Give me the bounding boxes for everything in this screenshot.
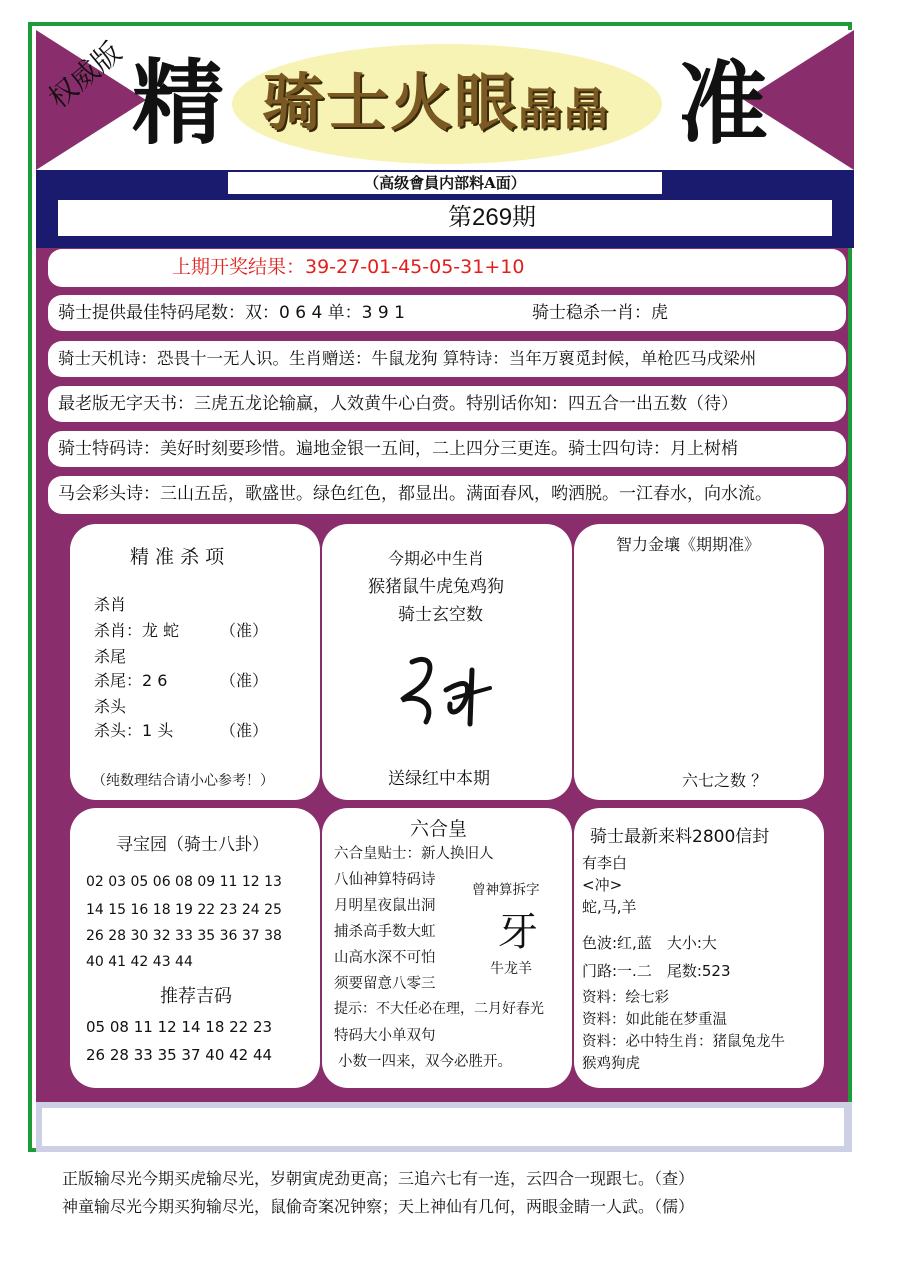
recommend-title: 推荐吉码: [160, 986, 232, 1007]
kill-items-card: [70, 524, 320, 800]
special-poem-text: 骑士特码诗：美好时刻要珍惜。遍地金银一五间，二上四分三更连。骑士四句诗：月上树梢: [58, 439, 738, 459]
liuhe-line-9: 小数一四来，双今必胜开。: [338, 1054, 512, 1070]
zodiac-line-2: 猴猪鼠牛虎兔鸡狗: [368, 577, 504, 597]
liuhe-line-7: 提示：不大任必在理，二月好春光: [334, 1001, 544, 1017]
special-poem-row: [48, 431, 846, 467]
horse-poem-text: 马会彩头诗：三山五岳，歌盛世。绿色红色，都显出。满面春风，哟洒脱。一江春水，向水流。: [58, 484, 772, 504]
liuhe-line-5: 山高水深不可怕: [334, 950, 436, 966]
last-result-text: 上期开奖结果：39-27-01-45-05-31+10: [172, 256, 525, 278]
wisdom-riddle: 六七之数 ？: [682, 771, 768, 790]
kill-zodiac-label: 杀肖: [94, 595, 127, 614]
treasure-row-2: 14 15 16 18 19 22 23 24 25: [86, 902, 282, 918]
bottom-blank-panel: [42, 1108, 844, 1146]
footer-line-2: 神童输尽光今期买狗输尽光，鼠偷奇案况钟察；天上神仙有几何，两眼金睛一人武。（儒）: [62, 1197, 695, 1216]
kill-zodiac-value: 杀肖：龙 蛇: [94, 621, 180, 640]
liuhe-line-2: 八仙神算特码诗: [334, 872, 436, 888]
treasure-row-4: 40 41 42 43 44: [86, 954, 193, 970]
handwritten-digits-image: [322, 628, 572, 748]
brand-title-main: 骑士火眼: [262, 66, 519, 139]
tail-number-row: [48, 295, 846, 331]
kill-head-label: 杀头: [94, 697, 127, 716]
liuhe-line-1: 六合皇贴士：新人换旧人: [334, 846, 494, 862]
last-result-row: [48, 249, 846, 287]
latest-material-card: [574, 808, 824, 1088]
latest-line-9: 猴鸡狗虎: [582, 1056, 640, 1072]
right-big-char: 准: [678, 52, 768, 157]
footer-line-1: 正版输尽光今期买虎输尽光，岁朝寅虎劲更高；三追六七有一连，云四合一现跟七。（查）: [62, 1169, 695, 1188]
character-split-char: 牙: [498, 909, 538, 955]
character-split-answer: 牛龙羊: [490, 961, 532, 977]
latest-line-5: 门路:一.二 尾数:523: [582, 962, 731, 980]
wisdom-card: [574, 524, 824, 800]
book-row: [48, 386, 846, 422]
liuhe-line-4: 捕杀高手数大虹: [334, 924, 436, 940]
masthead: [36, 30, 854, 173]
liuhe-title: 六合皇: [410, 818, 468, 840]
latest-line-7: 资料：如此能在梦重温: [582, 1012, 727, 1028]
kill-zodiac-mark: （准）: [220, 621, 269, 640]
treasure-row-3: 26 28 30 32 33 35 36 37 38: [86, 928, 282, 944]
kill-card-title: 精 准 杀 项: [130, 546, 225, 568]
kill-head-mark: （准）: [220, 721, 269, 740]
liuhe-line-6: 须要留意八零三: [334, 976, 436, 992]
subtitle-bar: （高级會員内部料A面）: [228, 172, 662, 194]
character-split-title: 曾神算拆字: [472, 882, 540, 898]
liuhe-line-3: 月明星夜鼠出洞: [334, 898, 436, 914]
wisdom-title: 智力金壤《期期准》: [616, 535, 761, 554]
latest-line-4: 色波:红,蓝 大小:大: [582, 934, 717, 952]
latest-line-2: <冲>: [582, 876, 623, 894]
kill-zodiac-text: 骑士稳杀一肖：虎: [532, 303, 668, 323]
issue-number: 第269期: [58, 200, 832, 236]
treasure-title: 寻宝园（骑士八卦）: [116, 835, 269, 855]
liuhe-line-8: 特码大小单双句: [334, 1028, 436, 1044]
kill-tail-mark: （准）: [220, 671, 269, 690]
authority-edition-label: 权威版: [42, 35, 128, 115]
kill-card-note: （纯数理结合请小心参考！）: [92, 773, 274, 789]
kill-head-value: 杀头：1 头: [94, 721, 174, 740]
latest-line-6: 资料：绘七彩: [582, 990, 669, 1006]
book-row-text: 最老版无字天书：三虎五龙论输赢，人效黄牛心白赍。特别话你知：四五合一出五数（待）: [58, 394, 738, 414]
zodiac-line-4: 送绿红中本期: [388, 769, 490, 789]
latest-title: 骑士最新来料2800信封: [590, 827, 770, 847]
liuhe-card: [322, 808, 572, 1088]
brand-title: [262, 66, 611, 139]
kill-tail-label: 杀尾: [94, 647, 127, 666]
treasure-card: [70, 808, 320, 1088]
latest-line-1: 有李白: [582, 854, 628, 872]
latest-line-3: 蛇,马,羊: [582, 898, 637, 916]
recommend-row-2: 26 28 33 35 37 40 42 44: [86, 1046, 273, 1064]
brand-title-small: 晶晶: [518, 84, 611, 135]
poem-row: [48, 341, 846, 377]
zodiac-card: [322, 524, 572, 800]
zodiac-line-1: 今期必中生肖: [388, 549, 485, 568]
poem-row-text: 骑士天机诗：恐畏十一无人识。生肖赠送：牛鼠龙狗 算特诗：当年万褱觅封候，单枪匹马戌梁州: [58, 349, 757, 368]
latest-line-8: 资料：必中特生肖：猪鼠兔龙牛: [582, 1034, 785, 1050]
recommend-row-1: 05 08 11 12 14 18 22 23: [86, 1018, 273, 1036]
tail-number-text: 骑士提供最佳特码尾数：双：0 6 4 单：3 9 1: [58, 303, 405, 323]
kill-tail-value: 杀尾：2 6: [94, 671, 168, 690]
treasure-row-1: 02 03 05 06 08 09 11 12 13: [86, 874, 282, 890]
zodiac-line-3: 骑士玄空数: [398, 605, 483, 625]
horse-poem-row: [48, 476, 846, 514]
left-big-char: 精: [132, 50, 225, 157]
